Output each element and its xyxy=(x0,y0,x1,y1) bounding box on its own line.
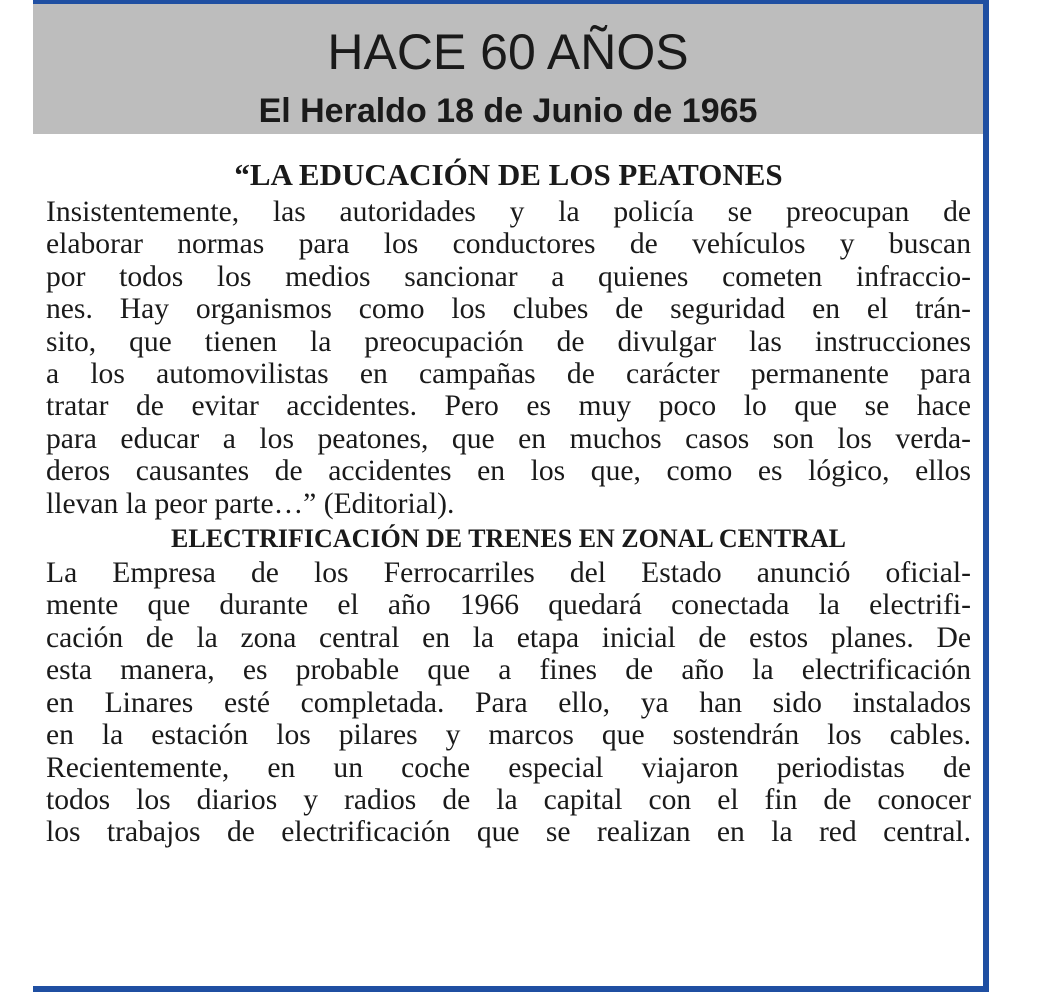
article-heading-peatones: “LA EDUCACIÓN DE LOS PEATONES xyxy=(234,157,783,192)
news-column-box xyxy=(33,0,989,992)
article-body-peatones xyxy=(46,196,971,520)
column-header xyxy=(33,4,983,134)
article-line: nes. Hay organismos como los clubes de seguridad en el trán- xyxy=(46,293,971,326)
article-line: en Linares esté completada. Para ello, ya han sido instalados xyxy=(46,686,971,719)
article-line: sito, que tienen la preocupación de divulgar las instrucciones xyxy=(46,325,971,358)
article-line: a los automovilistas en campañas de carácter permanente para xyxy=(46,358,971,391)
column-title: HACE 60 AÑOS xyxy=(327,24,689,80)
column-subtitle: El Heraldo 18 de Junio de 1965 xyxy=(258,92,758,130)
article-line: La Empresa de los Ferrocarriles del Estado anunció oficial- xyxy=(46,557,971,590)
article-line: para educar a los peatones, que en muchos casos son los verda- xyxy=(46,422,971,455)
article-line: deros causantes de accidentes en los que, como es lógico, ellos xyxy=(46,455,971,488)
article-line: Insistentemente, las autoridades y la policía se preocupan de xyxy=(46,196,971,228)
article-line: llevan la peor parte…” (Editorial). xyxy=(46,487,455,520)
article-line: en la estación los pilares y marcos que sostendrán los cables. xyxy=(46,719,971,752)
article-line: elaborar normas para los conductores de vehículos y buscan xyxy=(46,228,971,261)
article-line: todos los diarios y radios de la capital con el fin de conocer xyxy=(46,783,971,816)
article-line: mente que durante el año 1966 quedará conectada la electrifi- xyxy=(46,589,971,622)
article-line: tratar de evitar accidentes. Pero es muy poco lo que se hace xyxy=(46,390,971,423)
article-line: Recientemente, en un coche especial viajaron periodistas de xyxy=(46,751,971,784)
article-line: esta manera, es probable que a fines de año la electrificación xyxy=(46,654,971,687)
column-content xyxy=(46,156,971,849)
article-line: por todos los medios sancionar a quienes cometen infraccio- xyxy=(46,260,971,293)
article-heading-electrificacion: ELECTRIFICACIÓN DE TRENES EN ZONAL CENTRAL xyxy=(171,524,846,554)
article-line: los trabajos de electrificación que se realizan en la red central. xyxy=(46,816,971,849)
article-body-electrificacion xyxy=(46,557,971,849)
article-line: cación de la zona central en la etapa inicial de estos planes. De xyxy=(46,621,971,654)
